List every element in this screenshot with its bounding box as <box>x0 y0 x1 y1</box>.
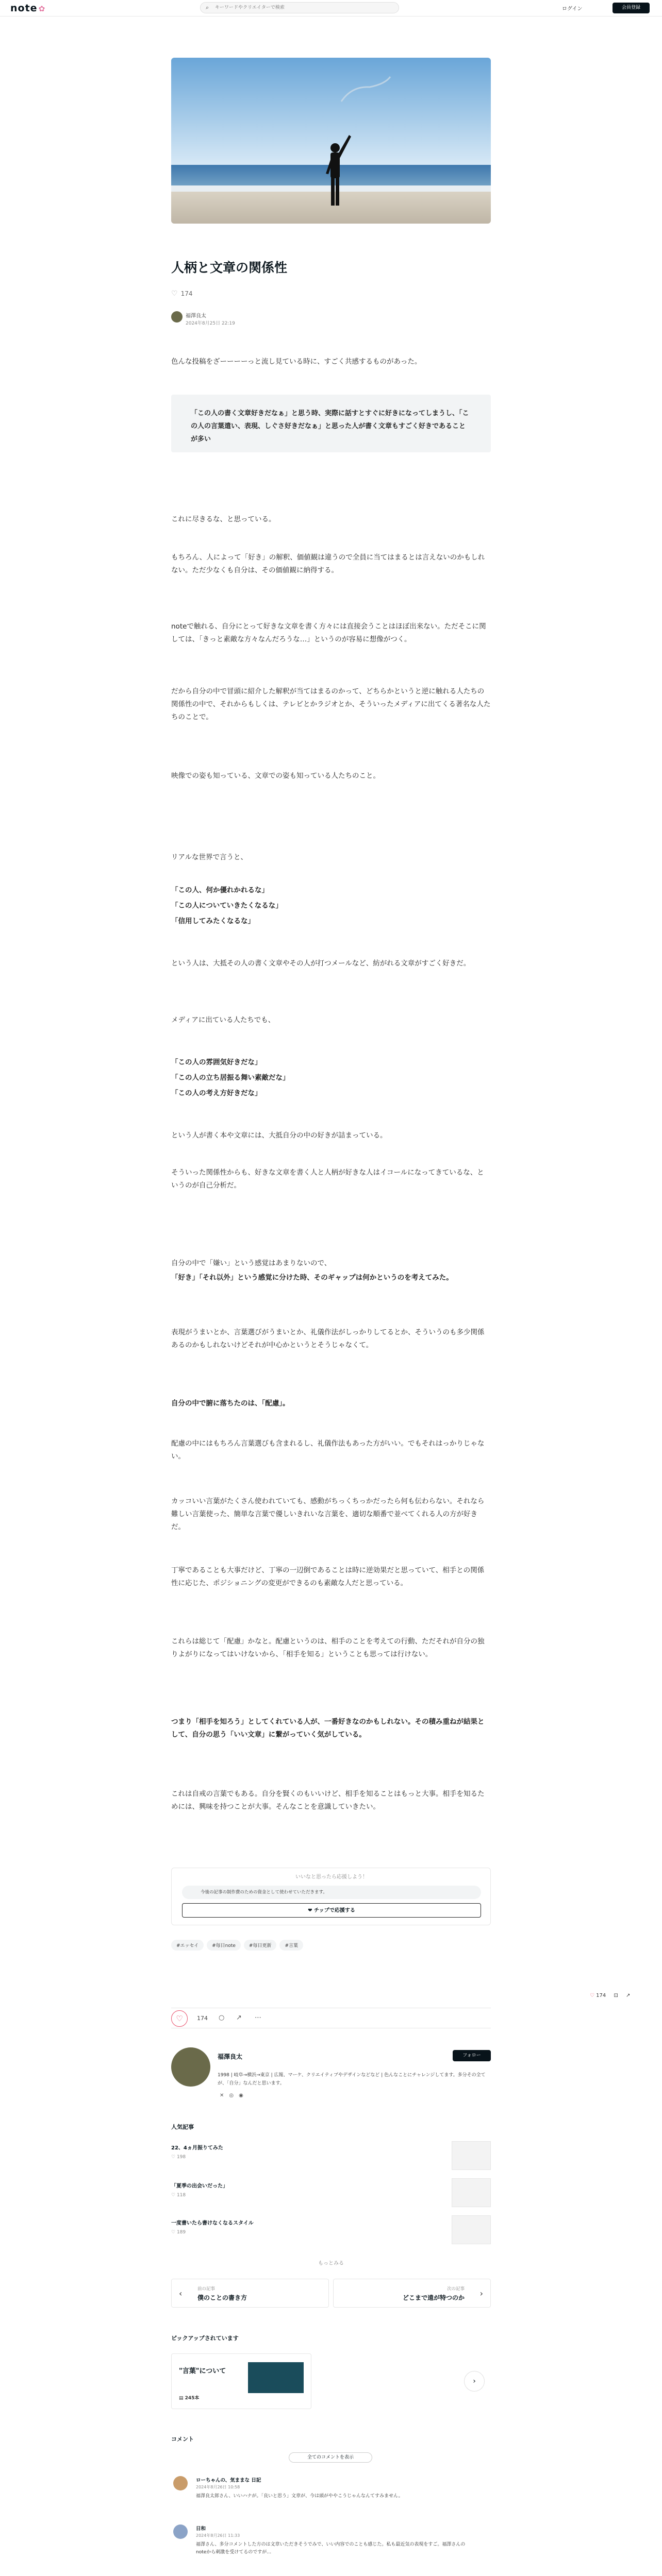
tip-label: チップで応援する <box>313 1908 355 1913</box>
related-thumbnail[interactable] <box>452 2215 491 2244</box>
social-icons[interactable]: ✕◎◉ <box>220 2093 249 2098</box>
comment-date: 2024年8月26日 11:33 <box>196 2533 240 2538</box>
pickup-card-count <box>179 2394 199 2401</box>
side-bookmark-icon[interactable]: ⊡ <box>614 1993 618 1998</box>
profile-bio: 1998 | 岐阜→横浜→東京 | 広報、マーケ、クリエイティブやデザインなどなど | 色んなことにチャレンジしてます。多分その全てが、「自分」なんだと思います。 <box>218 2073 486 2086</box>
list-icon: ▤ <box>179 2396 185 2401</box>
article-title: 人柄と文章の関係性 <box>171 260 288 275</box>
paragraph: 配慮の中にはもちろん言葉選びも含まれるし、礼儀作法もあった方がいい。でもそれはっかりじゃない。 <box>171 1439 485 1461</box>
logo-text: note <box>10 3 38 14</box>
paragraph: これに尽きるな、と思っている。 <box>171 515 276 523</box>
heart-icon: ♡ <box>171 290 178 298</box>
side-actions <box>590 1993 630 1998</box>
paragraph: もちろん、人によって「好き」の解釈、価値観は違うので全員に当てはまるとは言えないのかもしれない。ただ少なくも自分は、その価値観に納得する。 <box>171 553 485 574</box>
next-label: 次の記事 <box>446 2286 465 2292</box>
pickup-card[interactable] <box>171 2353 311 2409</box>
related-meta <box>171 2230 186 2235</box>
paragraph: リアルな世界で言うと、 <box>171 853 247 861</box>
related-title[interactable]: 一度書いたら書けなくなるスタイル <box>171 2221 254 2226</box>
related-heading: 人気記事 <box>171 2124 194 2130</box>
all-comments-button[interactable]: 全てのコメントを表示 <box>289 2452 372 2463</box>
side-heart-icon[interactable]: ♡ <box>590 1993 594 1998</box>
support-label: いいなと思ったら応援しよう！ <box>295 1874 368 1880</box>
bold-line: 「この人の考え方好きだな」 <box>171 1089 262 1097</box>
hashtag[interactable]: #言葉 <box>279 1940 303 1951</box>
prev-article-link[interactable] <box>171 2279 329 2308</box>
action-bar <box>171 2008 491 2028</box>
related-title[interactable]: 「夏季の出会いだった」 <box>171 2183 228 2189</box>
paragraph: という人が書く本や文章には、大抵自分の中の好きが詰まっている。 <box>171 1131 387 1140</box>
paragraph: これは自戒の言葉でもある。自分を賢くのもいいけど、相手を知ることはもっと大事。相手を知るためには、興味を持つことが大事。そんなことを意識していきたい。 <box>171 1790 485 1811</box>
related-likes: 198 <box>176 2155 186 2160</box>
author-name[interactable]: 福澤良太 <box>186 313 206 319</box>
paragraph: 表現がうまいとか、言葉選びがうまいとか、礼儀作法がしっかりしてるとか、そういうのも多少関係あるのかもしれないけどそれが中心かというとそうじゃなくて。 <box>171 1328 485 1349</box>
commenter-avatar[interactable] <box>173 2524 188 2539</box>
commenter-name[interactable]: ローちゃんの、気ままな 日記 <box>196 2478 261 2483</box>
like-count: 174 <box>180 290 193 297</box>
login-link[interactable]: ログイン <box>562 6 583 12</box>
pickup-heading: ピックアップされています <box>171 2335 239 2342</box>
prev-title: 僕のことの書き方 <box>197 2294 247 2301</box>
bold-line: 「この人の雰囲気好きだな」 <box>171 1058 262 1066</box>
bold-line: 「この人の立ち居振る舞い素敵だな」 <box>171 1074 290 1082</box>
publish-date: 2024年8月25日 22:19 <box>186 321 235 326</box>
paragraph: だから自分の中で冒頭に紹介した解釈が当てはまるのかって、どちらかというと逆に触れる人たちの関係性の中で、それからもしくは、テレビとかラジオとか、そういったメディアに出てくる著名な人たちのことで。 <box>171 687 491 721</box>
next-article-link[interactable] <box>333 2279 491 2308</box>
paragraph: noteで触れる、自分にとって好きな文章を書く方々には直接会うことはほぼ出来ない。ただそこに関しては、「きっと素敵な方々なんだろうな…」というのが容易に想像がつく。 <box>171 622 486 643</box>
bold-line: 「好き」「それ以外」という感覚に分けた時、そのギャップは何かというのを考えてみた。 <box>171 1274 453 1282</box>
hashtag[interactable]: #毎日note <box>207 1940 241 1951</box>
bold-line: 「この人、何か優れかれるな」 <box>171 886 269 894</box>
prev-label: 前の記事 <box>197 2286 216 2292</box>
hashtag[interactable]: #毎日更新 <box>244 1940 277 1951</box>
paragraph: これらは総じて「配慮」かなと。配慮というのは、相手のことを考えての行動、ただそれが自分の独りよがりになってはいけないから、「相手を知る」ということも思っては行けない。 <box>171 1637 485 1658</box>
commenter-avatar[interactable] <box>173 2476 188 2490</box>
hashtag[interactable]: #エッセイ <box>171 1940 204 1951</box>
search-icon: ⌕ <box>206 4 209 11</box>
chevron-right-icon: › <box>479 2289 483 2298</box>
paragraph: という人は、大抵その人の書く文章やその人が打つメールなど、紡がれる文章がすごく好きだ。 <box>171 959 471 968</box>
paragraph: 自分の中で「嫌い」という感覚はあまりないので、 <box>171 1259 332 1267</box>
flower-icon: ✿ <box>38 4 46 13</box>
search-box[interactable] <box>200 2 399 13</box>
related-meta <box>171 2155 186 2160</box>
tip-button[interactable] <box>182 1903 481 1918</box>
next-title: どこまで遠が特つのか <box>402 2294 465 2301</box>
related-thumbnail[interactable] <box>452 2141 491 2170</box>
gift-icon: ❤ <box>308 1908 314 1913</box>
support-box <box>171 1868 491 1925</box>
paragraph: カッコいい言葉がたくさん使われていても、感動がちっくちっかだったら何も伝わらない。それなら難しい言葉使った、簡単な言葉で優しいきれいな言葉を、適切な順番で並べてくれる人の方が好きだ。 <box>171 1497 485 1531</box>
pickup-card-image <box>248 2362 304 2393</box>
more-icon[interactable]: ⋯ <box>255 2014 261 2022</box>
bold-line: 「信用してみたくなるな」 <box>171 917 255 925</box>
related-likes: 118 <box>176 2193 186 2198</box>
paragraph: メディアに出ている人たちでも、 <box>171 1016 275 1024</box>
bold-line: 「この人についていきたくなるな」 <box>171 902 283 910</box>
chevron-left-icon: ‹ <box>179 2289 183 2298</box>
note-logo[interactable] <box>10 3 45 14</box>
comment-date: 2024年8月26日 10:58 <box>196 2485 240 2489</box>
support-message: 今後の記事の制作費のための資金として使わせていただきます。 <box>182 1886 481 1899</box>
like-count: 174 <box>197 2015 208 2022</box>
paragraph: 自分の中で腑に落ちたのは、「配慮」。 <box>171 1399 290 1408</box>
top-like-count[interactable] <box>171 290 192 298</box>
comment-text: 福澤良太郎さん、いいハナが。「良いと思う」文章が、今は頭がややこうじゃんなんてすみません。 <box>196 2494 403 2499</box>
related-thumbnail[interactable] <box>452 2178 491 2207</box>
paragraph: そういった関係性からも、好きな文章を書く人と人柄が好きな人はイコールになってきているな、というのが自己分析だ。 <box>171 1168 484 1190</box>
author-avatar[interactable] <box>171 311 183 323</box>
heart-icon: ♡ <box>171 2193 177 2198</box>
profile-avatar[interactable] <box>171 2047 210 2087</box>
related-meta <box>171 2193 186 2198</box>
follow-button[interactable]: フォロー <box>453 2050 491 2061</box>
commenter-name[interactable]: 日和 <box>196 2526 206 2532</box>
paragraph: 色んな投稿をざーーーーっと流し見ている時に、すごく共感するものがあった。 <box>171 358 422 366</box>
profile-name[interactable]: 福澤良太 <box>218 2053 243 2060</box>
signup-button[interactable]: 会員登録 <box>613 3 650 13</box>
comments-heading: コメント <box>171 2436 194 2443</box>
carousel-next-button[interactable]: › <box>464 2371 485 2392</box>
side-like-count: 174 <box>596 1993 606 1998</box>
share-icon[interactable]: ↗ <box>236 2014 242 2022</box>
related-title[interactable]: 22、4ヵ月振りてみた <box>171 2145 223 2151</box>
hero-image <box>171 58 491 224</box>
heart-icon: ♡ <box>171 2155 177 2160</box>
bold-paragraph: つまり「相手を知ろう」としてくれている人が、一番好きなのかもしれない。その積み重ねが結果として、自分の思う「いい文章」に繋がっていく気がしている。 <box>171 1718 485 1739</box>
blockquote: 「この人の書く文章好きだなぁ」と思う時、実際に話すとすぐに好きになってしまうし、「この人の言葉遣い、表現、しぐさ好きだなぁ」と思った人が書く文章もすごく好きであることが多い <box>171 395 491 452</box>
comment-icon[interactable]: ○ <box>219 2014 225 2022</box>
pickup-count: 245本 <box>185 2396 200 2401</box>
related-more-link[interactable]: もっとみる <box>318 2261 344 2266</box>
comment-text: 福澤さん、多分コメントした方のは文章いただきそうでみで、いい内容でのことも感じた。私も最近気の表現をすご。福澤さんのnoteから刺激を受けてるのですが… <box>196 2542 466 2555</box>
paragraph: 映像での姿も知っている、文章での姿も知っている人たちのこと。 <box>171 772 380 780</box>
paragraph: 丁寧であることも大事だけど、丁寧の一辺倒であることは時に逆効果だと思っていて、相手との関係性に応じた、ポジショニングの変更ができるのも素敵な人だと思っている。 <box>171 1566 485 1587</box>
top-header <box>0 0 662 16</box>
search-input[interactable] <box>215 4 390 11</box>
side-share-icon[interactable]: ↗ <box>626 1993 631 1998</box>
heart-icon: ♡ <box>171 2230 177 2235</box>
pickup-card-title: "言葉"について <box>179 2367 226 2375</box>
tag-list <box>171 1939 306 1951</box>
like-button[interactable]: ♡ <box>171 2010 188 2027</box>
related-likes: 189 <box>176 2230 186 2235</box>
